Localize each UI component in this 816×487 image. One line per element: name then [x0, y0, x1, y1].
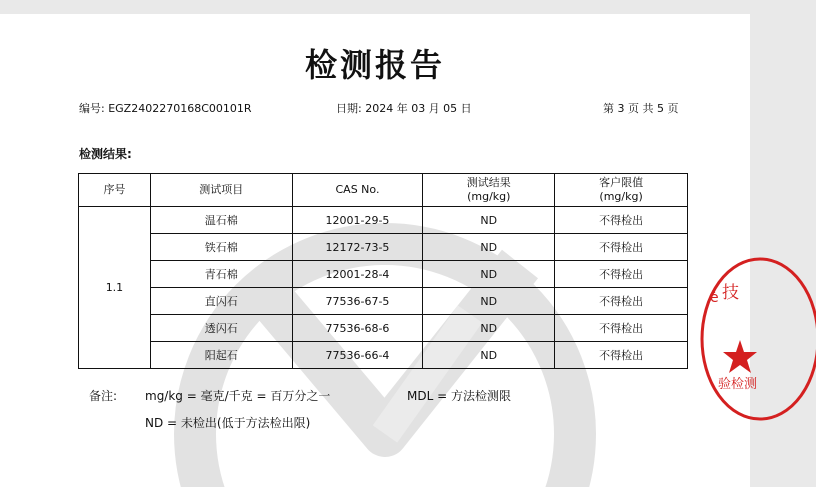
table-row	[79, 261, 688, 288]
header-item: 测试项目	[150, 174, 292, 207]
table-row	[79, 207, 688, 234]
table-header-row	[79, 174, 688, 207]
cell-limit: 不得检出	[555, 288, 688, 315]
cell-cas: 77536-66-4	[292, 342, 423, 369]
stamp-text-top: 技	[722, 283, 739, 303]
report-date: 日期: 2024 年 03 月 05 日	[336, 102, 472, 115]
note-mgkg: mg/kg = 毫克/千克 = 百万分之一	[145, 389, 331, 403]
cell-item: 直闪石	[150, 288, 292, 315]
cell-item: 阳起石	[150, 342, 292, 369]
company-seal-stamp	[696, 254, 816, 424]
report-number: 编号: EGZ2402270168C00101R	[79, 102, 252, 115]
cell-result: ND	[423, 261, 555, 288]
cell-result: ND	[423, 288, 555, 315]
stamp-text-top-left: è	[710, 290, 719, 306]
cell-limit: 不得检出	[555, 207, 688, 234]
header-result	[423, 174, 555, 207]
header-limit	[555, 174, 688, 207]
header-result-unit: (mg/kg)	[467, 190, 511, 203]
header-cas: CAS No.	[292, 174, 423, 207]
cell-item: 透闪石	[150, 315, 292, 342]
section-title: 检测结果:	[79, 147, 132, 161]
table-row	[79, 315, 688, 342]
table-row	[79, 234, 688, 261]
cell-cas: 77536-67-5	[292, 288, 423, 315]
note-mdl: MDL = 方法检测限	[407, 389, 511, 403]
report-title: 检测报告	[304, 46, 445, 84]
cell-cas: 12001-28-4	[292, 261, 423, 288]
cell-cas: 12001-29-5	[292, 207, 423, 234]
cell-item: 温石棉	[150, 207, 292, 234]
cell-limit: 不得检出	[555, 315, 688, 342]
header-limit-unit: (mg/kg)	[599, 190, 643, 203]
report-page-count: 第 3 页 共 5 页	[603, 102, 679, 115]
notes-label: 备注:	[89, 389, 118, 403]
header-limit-label: 客户限值	[599, 176, 644, 189]
cell-result: ND	[423, 315, 555, 342]
cell-result: ND	[423, 234, 555, 261]
star-icon	[723, 340, 757, 373]
cell-limit: 不得检出	[555, 261, 688, 288]
cell-cas: 12172-73-5	[292, 234, 423, 261]
table-row	[79, 342, 688, 369]
results-table	[78, 173, 688, 369]
group-id: 1.1	[79, 207, 151, 369]
header-result-label: 测试结果	[466, 176, 511, 189]
cell-item: 铁石棉	[150, 234, 292, 261]
report-page	[0, 14, 758, 487]
cell-cas: 77536-68-6	[292, 315, 423, 342]
note-nd: ND = 未检出(低于方法检出限)	[145, 416, 311, 430]
cell-limit: 不得检出	[555, 234, 688, 261]
cell-result: ND	[423, 207, 555, 234]
cell-result: ND	[423, 342, 555, 369]
stamp-text-bottom: 验检测	[718, 377, 758, 392]
header-seq: 序号	[79, 174, 151, 207]
cell-limit: 不得检出	[555, 342, 688, 369]
cell-item: 青石棉	[150, 261, 292, 288]
table-row	[79, 288, 688, 315]
